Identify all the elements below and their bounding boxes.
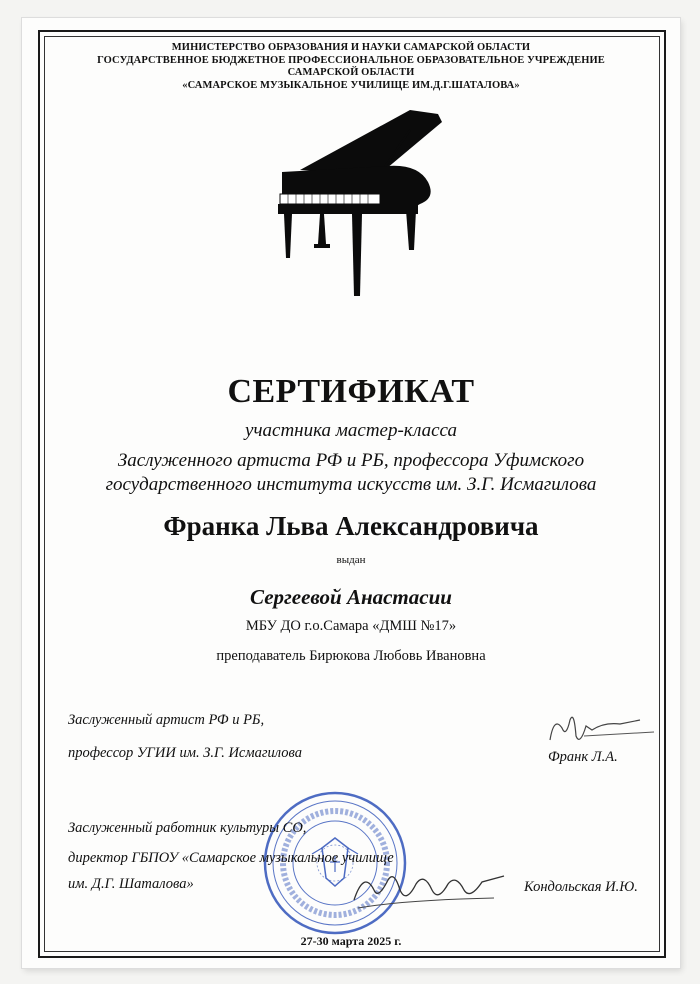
student-name: Сергеевой Анастасии — [250, 585, 452, 609]
master-description-line-2: государственного института искусств им. З.Г. Исмагилова — [105, 474, 597, 495]
signatory-2-title-c: им. Д.Г. Шаталова» — [68, 876, 194, 892]
header-line-4: «САМАРСКОЕ МУЗЫКАЛЬНОЕ УЧИЛИЩЕ ИМ.Д.Г.ШАТАЛОВА» — [182, 79, 520, 91]
grand-piano-icon — [260, 100, 460, 300]
signature-2-icon — [344, 860, 514, 920]
master-description-line-1: Заслуженного артиста РФ и РБ, профессора Уфимского — [117, 450, 585, 471]
signature-1-icon — [544, 706, 664, 754]
certificate-subtitle: участника мастер-класса — [245, 420, 457, 441]
issuer-header — [22, 42, 680, 92]
certificate-sheet — [22, 18, 680, 968]
teacher-name: преподаватель Бирюкова Любовь Ивановна — [216, 648, 486, 664]
master-name: Франка Льва Александровича — [163, 511, 539, 541]
event-date: 27-30 марта 2025 г. — [300, 934, 402, 948]
signatory-2-title-a: Заслуженный работник культуры СО, — [68, 820, 307, 836]
signatory-2-title-b: директор ГБПОУ «Самарское музыкальное училище — [68, 850, 394, 866]
header-line-3: САМАРСКОЙ ОБЛАСТИ — [287, 67, 415, 78]
header-line-1: МИНИСТЕРСТВО ОБРАЗОВАНИЯ И НАУКИ САМАРСКОЙ ОБЛАСТИ — [171, 42, 531, 53]
certificate-title: СЕРТИФИКАТ — [227, 373, 475, 410]
school-name: МБУ ДО г.о.Самара «ДМШ №17» — [245, 618, 457, 634]
signatory-2-name: Кондольская И.Ю. — [524, 879, 638, 895]
signatory-1-title-b: профессор УГИИ им. З.Г. Исмагилова — [68, 745, 302, 761]
header-line-2: ГОСУДАРСТВЕННОЕ БЮДЖЕТНОЕ ПРОФЕССИОНАЛЬНОЕ ОБРАЗОВАТЕЛЬНОЕ УЧРЕЖДЕНИЕ — [97, 54, 605, 66]
issued-label: выдан — [336, 554, 366, 566]
signatory-1-name: Франк Л.А. — [548, 749, 618, 765]
signatory-1-title-a: Заслуженный артист РФ и РБ, — [68, 712, 265, 728]
